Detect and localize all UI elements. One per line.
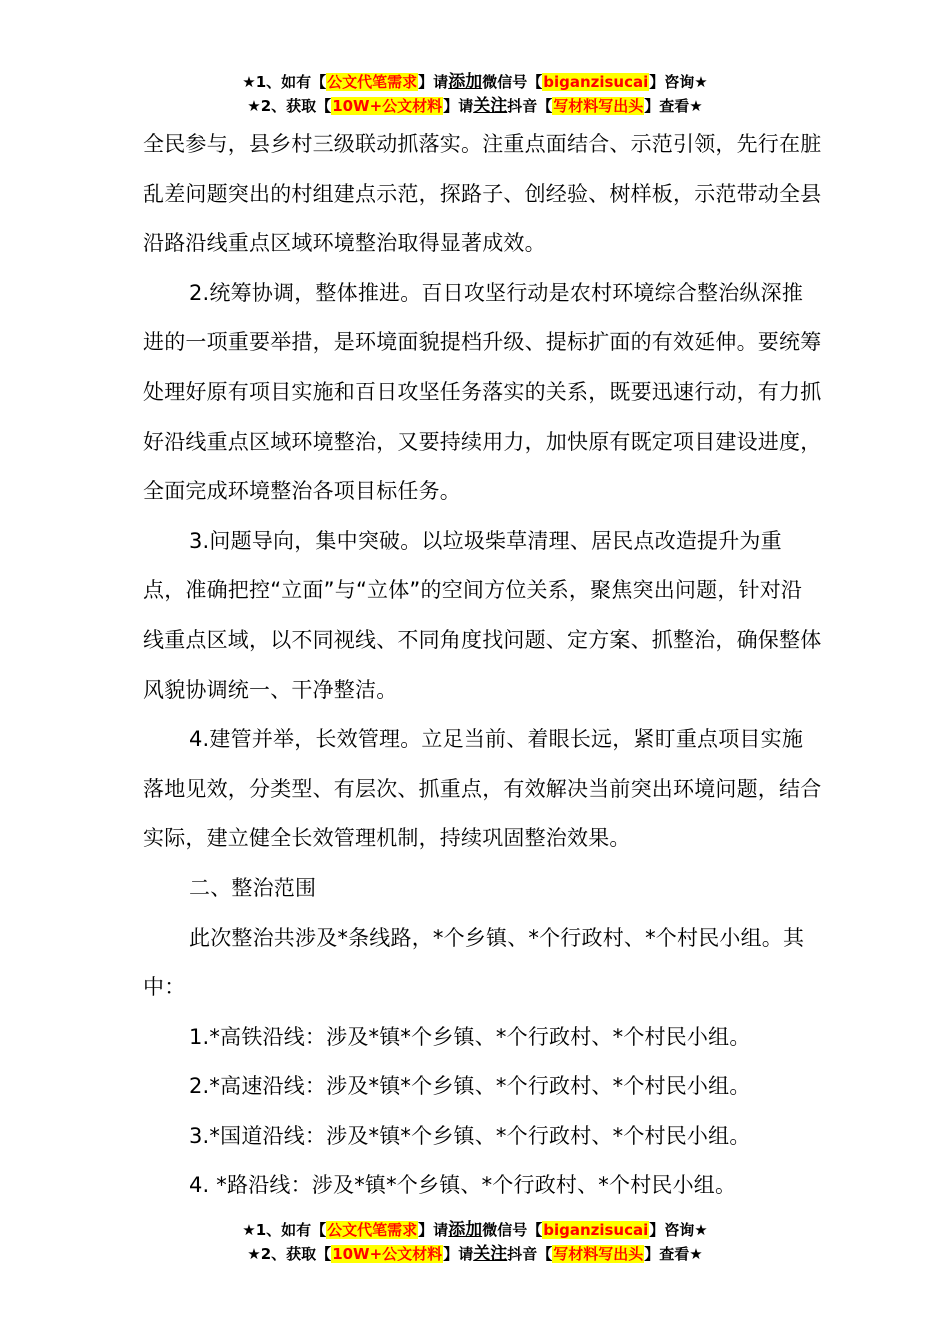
banner-text: 】查看★	[644, 1245, 703, 1263]
list-item-national-road: 3.*国道沿线：涉及*镇*个乡镇、*个行政村、*个村民小组。	[189, 1123, 751, 1148]
banner-text: 】咨询★	[649, 73, 708, 91]
banner-text: 抖音【	[507, 1245, 553, 1263]
document-body	[143, 120, 823, 1211]
paragraph-long-term-management: 4.建管并举，长效管理。立足当前、着眼长远，紧盯重点项目实施落地见效，分类型、有层次、抓重点，有效解决当前突出环境问题，结合实际，建立健全长效管理机制，持续巩固整治效果。	[143, 727, 822, 851]
highlight-service: 公文代笔需求	[327, 73, 418, 91]
section-heading-scope: 二、整治范围	[189, 875, 317, 900]
banner-text: ★1、如有【	[242, 73, 327, 91]
banner-line-1	[0, 1218, 950, 1242]
highlight-wechat-id: biganzisucai	[543, 73, 649, 91]
highlight-materials: 10W+公文材料	[332, 97, 443, 115]
banner-emphasis: 关注	[473, 1244, 508, 1264]
banner-line-2	[0, 94, 950, 118]
banner-line-1	[0, 70, 950, 94]
banner-text: ★2、获取【	[247, 97, 332, 115]
highlight-wechat-id: biganzisucai	[543, 1221, 649, 1239]
banner-line-2	[0, 1242, 950, 1266]
list-item-high-speed-rail: 1.*高铁沿线：涉及*镇*个乡镇、*个行政村、*个村民小组。	[189, 1024, 751, 1049]
footer-banner	[0, 1218, 950, 1266]
banner-text: 微信号【	[482, 1221, 543, 1239]
highlight-douyin-account: 写材料写出头	[553, 97, 644, 115]
banner-text: 】咨询★	[649, 1221, 708, 1239]
banner-text: 】请	[418, 1221, 449, 1239]
banner-emphasis: 添加	[448, 1220, 483, 1240]
banner-text: ★2、获取【	[247, 1245, 332, 1263]
banner-emphasis: 关注	[473, 96, 508, 116]
list-item-road: 4. *路沿线：涉及*镇*个乡镇、*个行政村、*个村民小组。	[189, 1173, 737, 1198]
banner-text: 】请	[443, 97, 474, 115]
header-banner	[0, 70, 950, 118]
highlight-materials: 10W+公文材料	[332, 1245, 443, 1263]
banner-emphasis: 添加	[448, 72, 483, 92]
banner-text: ★1、如有【	[242, 1221, 327, 1239]
banner-text: 微信号【	[482, 73, 543, 91]
list-item-expressway: 2.*高速沿线：涉及*镇*个乡镇、*个行政村、*个村民小组。	[189, 1074, 751, 1099]
highlight-douyin-account: 写材料写出头	[553, 1245, 644, 1263]
paragraph-problem-oriented: 3.问题导向，集中突破。以垃圾柴草清理、居民点改造提升为重点，准确把控“立面”与“立体”的空间方位关系，聚焦突出问题，针对沿线重点区域，以不同视线、不同角度找问题、定方案、抓整治，确保整体风貌协调统一、干净整洁。	[143, 528, 822, 702]
paragraph-coordination: 2.统筹协调，整体推进。百日攻坚行动是农村环境综合整治纵深推进的一项重要举措，是环境面貌提档升级、提标扩面的有效延伸。要统筹处理好原有项目实施和百日攻坚任务落实的关系，既要迅速行动，有力抓好沿线重点区域环境整治，又要持续用力，加快原有既定项目建设进度，全面完成环境整治各项目标任务。	[143, 280, 822, 504]
highlight-service: 公文代笔需求	[327, 1221, 418, 1239]
banner-text: 】查看★	[644, 97, 703, 115]
paragraph-scope-summary: 此次整治共涉及*条线路，*个乡镇、*个行政村、*个村民小组。其中：	[143, 925, 805, 1000]
banner-text: 】请	[418, 73, 449, 91]
banner-text: 】请	[443, 1245, 474, 1263]
banner-text: 抖音【	[507, 97, 553, 115]
paragraph-continued: 全民参与，县乡村三级联动抓落实。注重点面结合、示范引领，先行在脏乱差问题突出的村组建点示范，探路子、创经验、树样板，示范带动全县沿路沿线重点区域环境整治取得显著成效。	[143, 132, 822, 256]
